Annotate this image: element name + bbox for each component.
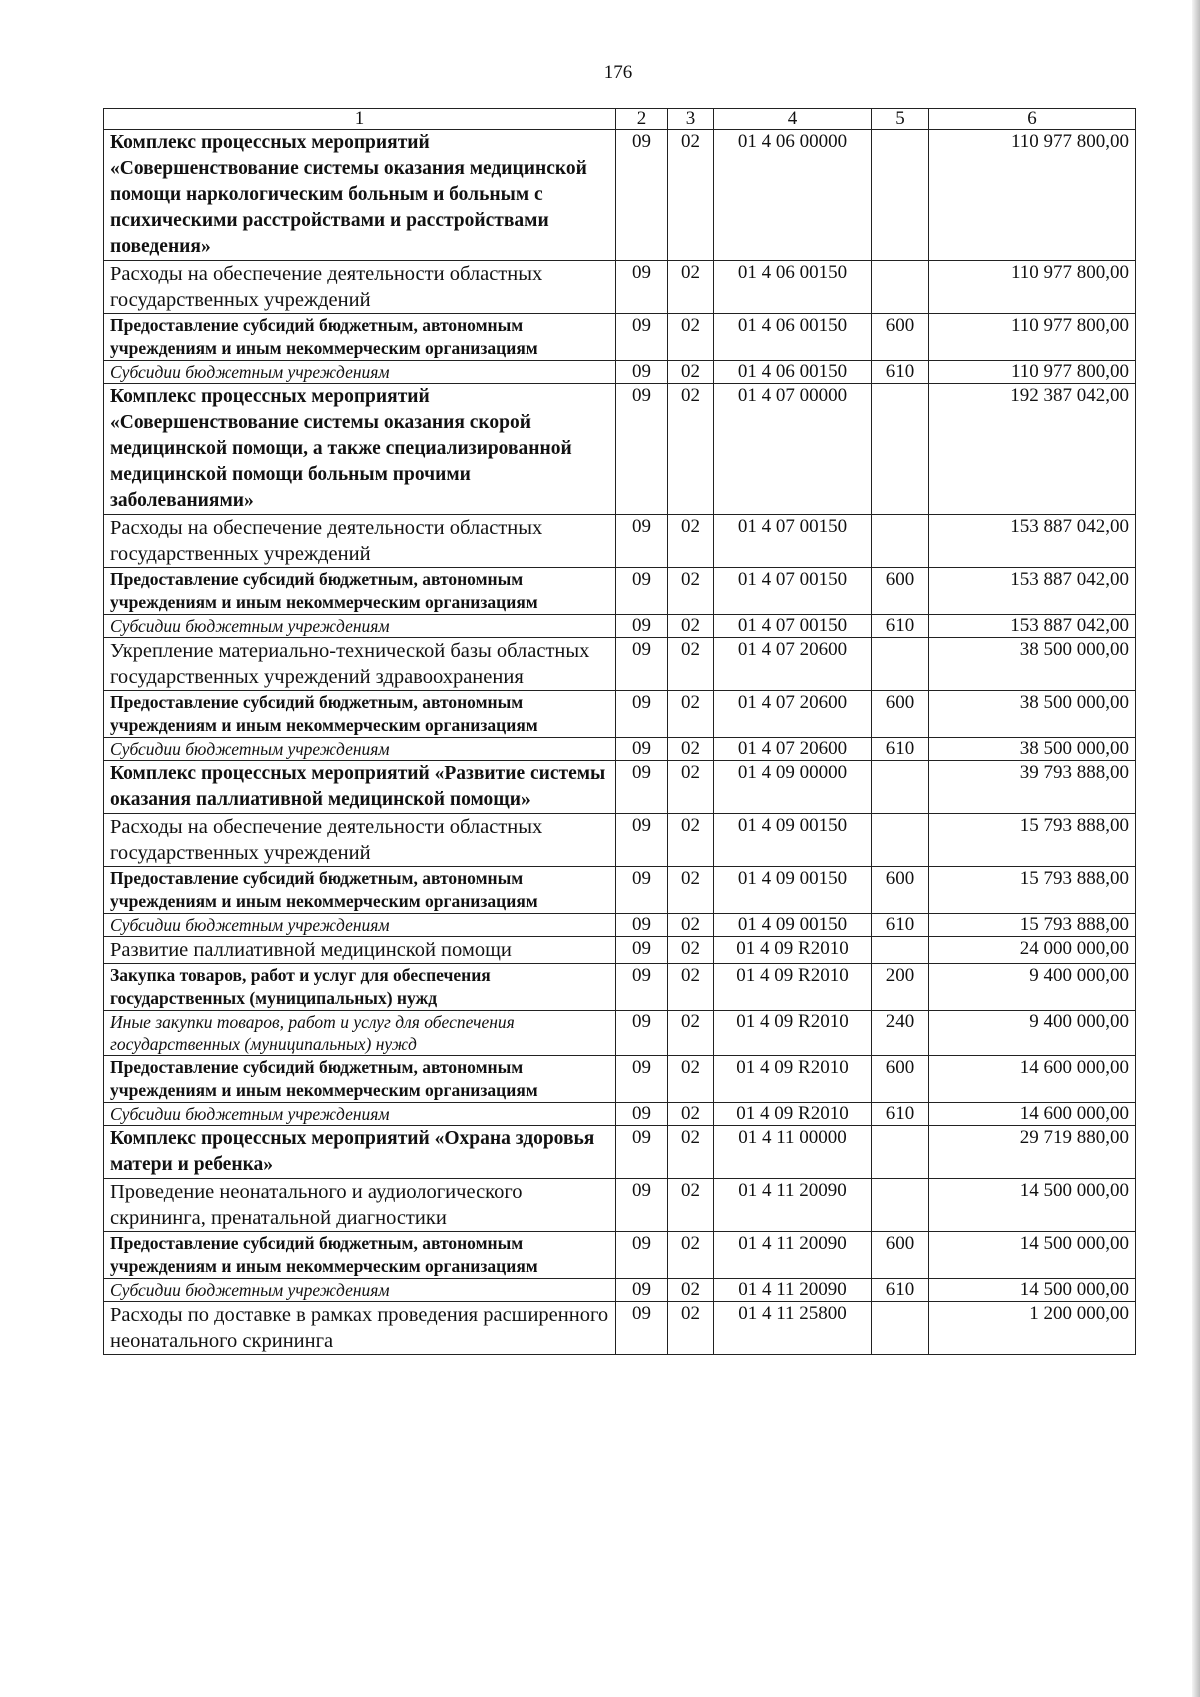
table-row — [104, 1232, 1136, 1279]
page-number: 176 — [603, 62, 633, 83]
table-row — [104, 130, 1136, 261]
amount-cell: 1 200 000,00 — [929, 1302, 1136, 1355]
table-row — [104, 1011, 1136, 1056]
target-article-code: 01 4 09 00000 — [714, 761, 872, 814]
target-article-code: 01 4 06 00150 — [714, 314, 872, 361]
section-code: 09 — [616, 1302, 668, 1355]
row-description: Субсидии бюджетным учреждениям — [104, 914, 616, 937]
row-description: Предоставление субсидий бюджетным, автономным учреждениям и иным некоммерческим организациям — [104, 691, 616, 738]
target-article-code: 01 4 06 00150 — [714, 361, 872, 384]
expense-type-code: 200 — [872, 964, 929, 1011]
expense-type-code — [872, 515, 929, 568]
table-row — [104, 738, 1136, 761]
row-description: Развитие паллиативной медицинской помощи — [104, 937, 616, 964]
section-code: 09 — [616, 130, 668, 261]
target-article-code: 01 4 07 20600 — [714, 738, 872, 761]
subsection-code: 02 — [668, 814, 714, 867]
subsection-code: 02 — [668, 1279, 714, 1302]
expense-type-code — [872, 261, 929, 314]
table-row — [104, 1179, 1136, 1232]
section-code: 09 — [616, 1179, 668, 1232]
target-article-code: 01 4 06 00000 — [714, 130, 872, 261]
section-code: 09 — [616, 314, 668, 361]
amount-cell: 14 600 000,00 — [929, 1103, 1136, 1126]
expense-type-code — [872, 1302, 929, 1355]
table-row — [104, 964, 1136, 1011]
section-code: 09 — [616, 1279, 668, 1302]
subsection-code: 02 — [668, 691, 714, 738]
row-description: Предоставление субсидий бюджетным, автономным учреждениям и иным некоммерческим организациям — [104, 867, 616, 914]
expense-type-code — [872, 1126, 929, 1179]
expense-type-code: 600 — [872, 1232, 929, 1279]
subsection-code: 02 — [668, 314, 714, 361]
amount-cell: 39 793 888,00 — [929, 761, 1136, 814]
target-article-code: 01 4 07 20600 — [714, 691, 872, 738]
table-row — [104, 638, 1136, 691]
row-description: Проведение неонатального и аудиологического скрининга, пренатальной диагностики — [104, 1179, 616, 1232]
expense-type-code — [872, 761, 929, 814]
row-description: Расходы на обеспечение деятельности областных государственных учреждений — [104, 261, 616, 314]
row-description: Укрепление материально-технической базы областных государственных учреждений здравоохранения — [104, 638, 616, 691]
column-header: 3 — [668, 109, 714, 130]
section-code: 09 — [616, 568, 668, 615]
subsection-code: 02 — [668, 130, 714, 261]
amount-cell: 15 793 888,00 — [929, 814, 1136, 867]
target-article-code: 01 4 09 00150 — [714, 814, 872, 867]
amount-cell: 15 793 888,00 — [929, 867, 1136, 914]
amount-cell: 38 500 000,00 — [929, 738, 1136, 761]
target-article-code: 01 4 09 R2010 — [714, 1056, 872, 1103]
expense-type-code — [872, 638, 929, 691]
amount-cell: 9 400 000,00 — [929, 964, 1136, 1011]
table-row — [104, 1302, 1136, 1355]
row-description: Предоставление субсидий бюджетным, автономным учреждениям и иным некоммерческим организациям — [104, 1056, 616, 1103]
section-code: 09 — [616, 361, 668, 384]
section-code: 09 — [616, 1056, 668, 1103]
subsection-code: 02 — [668, 1103, 714, 1126]
expense-type-code — [872, 384, 929, 515]
target-article-code: 01 4 11 20090 — [714, 1232, 872, 1279]
expense-type-code: 610 — [872, 914, 929, 937]
amount-cell: 14 500 000,00 — [929, 1279, 1136, 1302]
subsection-code: 02 — [668, 1179, 714, 1232]
section-code: 09 — [616, 638, 668, 691]
amount-cell: 14 600 000,00 — [929, 1056, 1136, 1103]
amount-cell: 14 500 000,00 — [929, 1232, 1136, 1279]
amount-cell: 14 500 000,00 — [929, 1179, 1136, 1232]
section-code: 09 — [616, 1232, 668, 1279]
target-article-code: 01 4 11 20090 — [714, 1179, 872, 1232]
section-code: 09 — [616, 384, 668, 515]
table-row — [104, 814, 1136, 867]
table-row — [104, 867, 1136, 914]
section-code: 09 — [616, 761, 668, 814]
amount-cell: 153 887 042,00 — [929, 568, 1136, 615]
expense-type-code: 600 — [872, 867, 929, 914]
amount-cell: 24 000 000,00 — [929, 937, 1136, 964]
expense-type-code: 600 — [872, 691, 929, 738]
section-code: 09 — [616, 261, 668, 314]
table-row — [104, 937, 1136, 964]
table-row — [104, 515, 1136, 568]
row-description: Предоставление субсидий бюджетным, автономным учреждениям и иным некоммерческим организациям — [104, 1232, 616, 1279]
row-description: Расходы по доставке в рамках проведения расширенного неонатального скрининга — [104, 1302, 616, 1355]
subsection-code: 02 — [668, 615, 714, 638]
subsection-code: 02 — [668, 384, 714, 515]
amount-cell: 153 887 042,00 — [929, 615, 1136, 638]
table-row — [104, 384, 1136, 515]
amount-cell: 38 500 000,00 — [929, 638, 1136, 691]
section-code: 09 — [616, 515, 668, 568]
row-description: Комплекс процессных мероприятий «Совершенствование системы оказания скорой медицинской помощи, а также специализированной медицинской помощи больным прочими заболеваниями» — [104, 384, 616, 515]
subsection-code: 02 — [668, 1232, 714, 1279]
section-code: 09 — [616, 738, 668, 761]
table-row — [104, 1126, 1136, 1179]
section-code: 09 — [616, 937, 668, 964]
target-article-code: 01 4 07 00150 — [714, 615, 872, 638]
budget-table — [103, 108, 1136, 1355]
target-article-code: 01 4 07 00150 — [714, 568, 872, 615]
target-article-code: 01 4 09 R2010 — [714, 1011, 872, 1056]
section-code: 09 — [616, 615, 668, 638]
target-article-code: 01 4 09 00150 — [714, 867, 872, 914]
section-code: 09 — [616, 1103, 668, 1126]
section-code: 09 — [616, 1011, 668, 1056]
expense-type-code: 600 — [872, 568, 929, 615]
column-header: 4 — [714, 109, 872, 130]
column-header: 1 — [104, 109, 616, 130]
section-code: 09 — [616, 1126, 668, 1179]
expense-type-code: 240 — [872, 1011, 929, 1056]
table-row — [104, 314, 1136, 361]
amount-cell: 192 387 042,00 — [929, 384, 1136, 515]
section-code: 09 — [616, 814, 668, 867]
target-article-code: 01 4 11 25800 — [714, 1302, 872, 1355]
row-description: Субсидии бюджетным учреждениям — [104, 1279, 616, 1302]
subsection-code: 02 — [668, 261, 714, 314]
expense-type-code: 610 — [872, 361, 929, 384]
section-code: 09 — [616, 914, 668, 937]
expense-type-code — [872, 937, 929, 964]
subsection-code: 02 — [668, 1011, 714, 1056]
column-header: 2 — [616, 109, 668, 130]
table-row — [104, 568, 1136, 615]
table-row — [104, 361, 1136, 384]
section-code: 09 — [616, 691, 668, 738]
amount-cell: 153 887 042,00 — [929, 515, 1136, 568]
subsection-code: 02 — [668, 914, 714, 937]
subsection-code: 02 — [668, 568, 714, 615]
subsection-code: 02 — [668, 1056, 714, 1103]
expense-type-code: 600 — [872, 314, 929, 361]
amount-cell: 15 793 888,00 — [929, 914, 1136, 937]
subsection-code: 02 — [668, 761, 714, 814]
column-header: 6 — [929, 109, 1136, 130]
target-article-code: 01 4 07 00150 — [714, 515, 872, 568]
target-article-code: 01 4 07 00000 — [714, 384, 872, 515]
subsection-code: 02 — [668, 964, 714, 1011]
row-description: Субсидии бюджетным учреждениям — [104, 738, 616, 761]
subsection-code: 02 — [668, 738, 714, 761]
table-row — [104, 914, 1136, 937]
expense-type-code: 600 — [872, 1056, 929, 1103]
table-row — [104, 1279, 1136, 1302]
target-article-code: 01 4 06 00150 — [714, 261, 872, 314]
row-description: Комплекс процессных мероприятий «Совершенствование системы оказания медицинской помощи наркологическим больным и больным с психическими расстройствами и расстройствами поведения» — [104, 130, 616, 261]
target-article-code: 01 4 09 00150 — [714, 914, 872, 937]
amount-cell: 110 977 800,00 — [929, 361, 1136, 384]
table-row — [104, 1103, 1136, 1126]
subsection-code: 02 — [668, 1302, 714, 1355]
table-header-row — [104, 109, 1136, 130]
expense-type-code — [872, 1179, 929, 1232]
target-article-code: 01 4 09 R2010 — [714, 964, 872, 1011]
row-description: Субсидии бюджетным учреждениям — [104, 1103, 616, 1126]
row-description: Закупка товаров, работ и услуг для обеспечения государственных (муниципальных) нужд — [104, 964, 616, 1011]
page-edge-shadow — [1192, 0, 1200, 1697]
target-article-code: 01 4 09 R2010 — [714, 937, 872, 964]
section-code: 09 — [616, 867, 668, 914]
amount-cell: 29 719 880,00 — [929, 1126, 1136, 1179]
section-code: 09 — [616, 964, 668, 1011]
amount-cell: 110 977 800,00 — [929, 314, 1136, 361]
subsection-code: 02 — [668, 867, 714, 914]
amount-cell: 110 977 800,00 — [929, 130, 1136, 261]
row-description: Субсидии бюджетным учреждениям — [104, 615, 616, 638]
table-row — [104, 261, 1136, 314]
subsection-code: 02 — [668, 937, 714, 964]
expense-type-code: 610 — [872, 738, 929, 761]
row-description: Расходы на обеспечение деятельности областных государственных учреждений — [104, 515, 616, 568]
amount-cell: 38 500 000,00 — [929, 691, 1136, 738]
target-article-code: 01 4 07 20600 — [714, 638, 872, 691]
target-article-code: 01 4 11 20090 — [714, 1279, 872, 1302]
budget-table-body — [104, 109, 1136, 1355]
target-article-code: 01 4 11 00000 — [714, 1126, 872, 1179]
subsection-code: 02 — [668, 361, 714, 384]
row-description: Комплекс процессных мероприятий «Охрана здоровья матери и ребенка» — [104, 1126, 616, 1179]
expense-type-code — [872, 814, 929, 867]
expense-type-code: 610 — [872, 1103, 929, 1126]
row-description: Комплекс процессных мероприятий «Развитие системы оказания паллиативной медицинской помощи» — [104, 761, 616, 814]
expense-type-code: 610 — [872, 615, 929, 638]
subsection-code: 02 — [668, 1126, 714, 1179]
subsection-code: 02 — [668, 515, 714, 568]
amount-cell: 9 400 000,00 — [929, 1011, 1136, 1056]
row-description: Предоставление субсидий бюджетным, автономным учреждениям и иным некоммерческим организациям — [104, 568, 616, 615]
table-row — [104, 691, 1136, 738]
table-row — [104, 615, 1136, 638]
expense-type-code: 610 — [872, 1279, 929, 1302]
column-header: 5 — [872, 109, 929, 130]
table-row — [104, 1056, 1136, 1103]
table-row — [104, 761, 1136, 814]
row-description: Предоставление субсидий бюджетным, автономным учреждениям и иным некоммерческим организациям — [104, 314, 616, 361]
row-description: Иные закупки товаров, работ и услуг для обеспечения государственных (муниципальных) нужд — [104, 1011, 616, 1056]
row-description: Расходы на обеспечение деятельности областных государственных учреждений — [104, 814, 616, 867]
row-description: Субсидии бюджетным учреждениям — [104, 361, 616, 384]
target-article-code: 01 4 09 R2010 — [714, 1103, 872, 1126]
amount-cell: 110 977 800,00 — [929, 261, 1136, 314]
expense-type-code — [872, 130, 929, 261]
subsection-code: 02 — [668, 638, 714, 691]
